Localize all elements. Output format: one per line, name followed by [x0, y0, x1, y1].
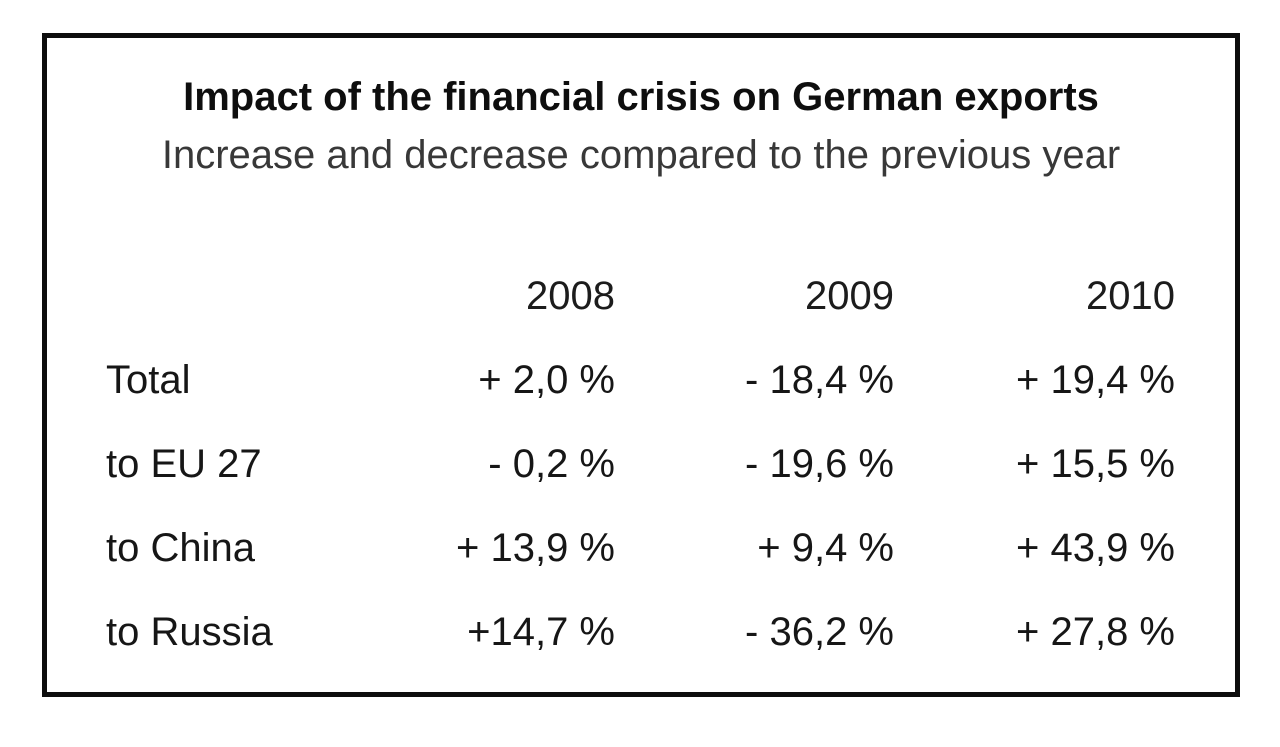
table-row-eu27 — [106, 422, 1175, 506]
value-china-2009: + 9,4 % — [757, 525, 894, 570]
value-eu27-2009: - 19,6 % — [745, 441, 894, 486]
row-label-russia: to Russia — [106, 609, 273, 654]
row-label-eu27: to EU 27 — [106, 441, 262, 486]
table-header-row — [106, 254, 1175, 338]
value-total-2009: - 18,4 % — [745, 357, 894, 402]
value-eu27-2010: + 15,5 % — [1015, 441, 1175, 486]
value-total-2010: + 19,4 % — [1015, 357, 1175, 402]
value-russia-2010: + 27,8 % — [1015, 609, 1175, 654]
table-row-total — [106, 338, 1175, 422]
value-total-2008: + 2,0 % — [478, 357, 615, 402]
value-russia-2008: +14,7 % — [467, 609, 615, 654]
row-label-china: to China — [106, 525, 255, 570]
value-russia-2009: - 36,2 % — [745, 609, 894, 654]
value-china-2010: + 43,9 % — [1015, 525, 1175, 570]
exports-table — [47, 254, 1235, 674]
column-header-2008: 2008 — [526, 273, 615, 318]
table-row-russia — [106, 590, 1175, 674]
column-header-2010: 2010 — [1086, 273, 1175, 318]
table-subtitle: Increase and decrease compared to the previous year — [161, 133, 1121, 177]
column-header-2009: 2009 — [805, 273, 894, 318]
table-row-china — [106, 506, 1175, 590]
table-title: Impact of the financial crisis on German exports — [183, 75, 1099, 119]
value-eu27-2008: - 0,2 % — [488, 441, 615, 486]
row-label-total: Total — [106, 357, 191, 402]
exports-table-frame — [42, 33, 1240, 697]
value-china-2008: + 13,9 % — [455, 525, 615, 570]
